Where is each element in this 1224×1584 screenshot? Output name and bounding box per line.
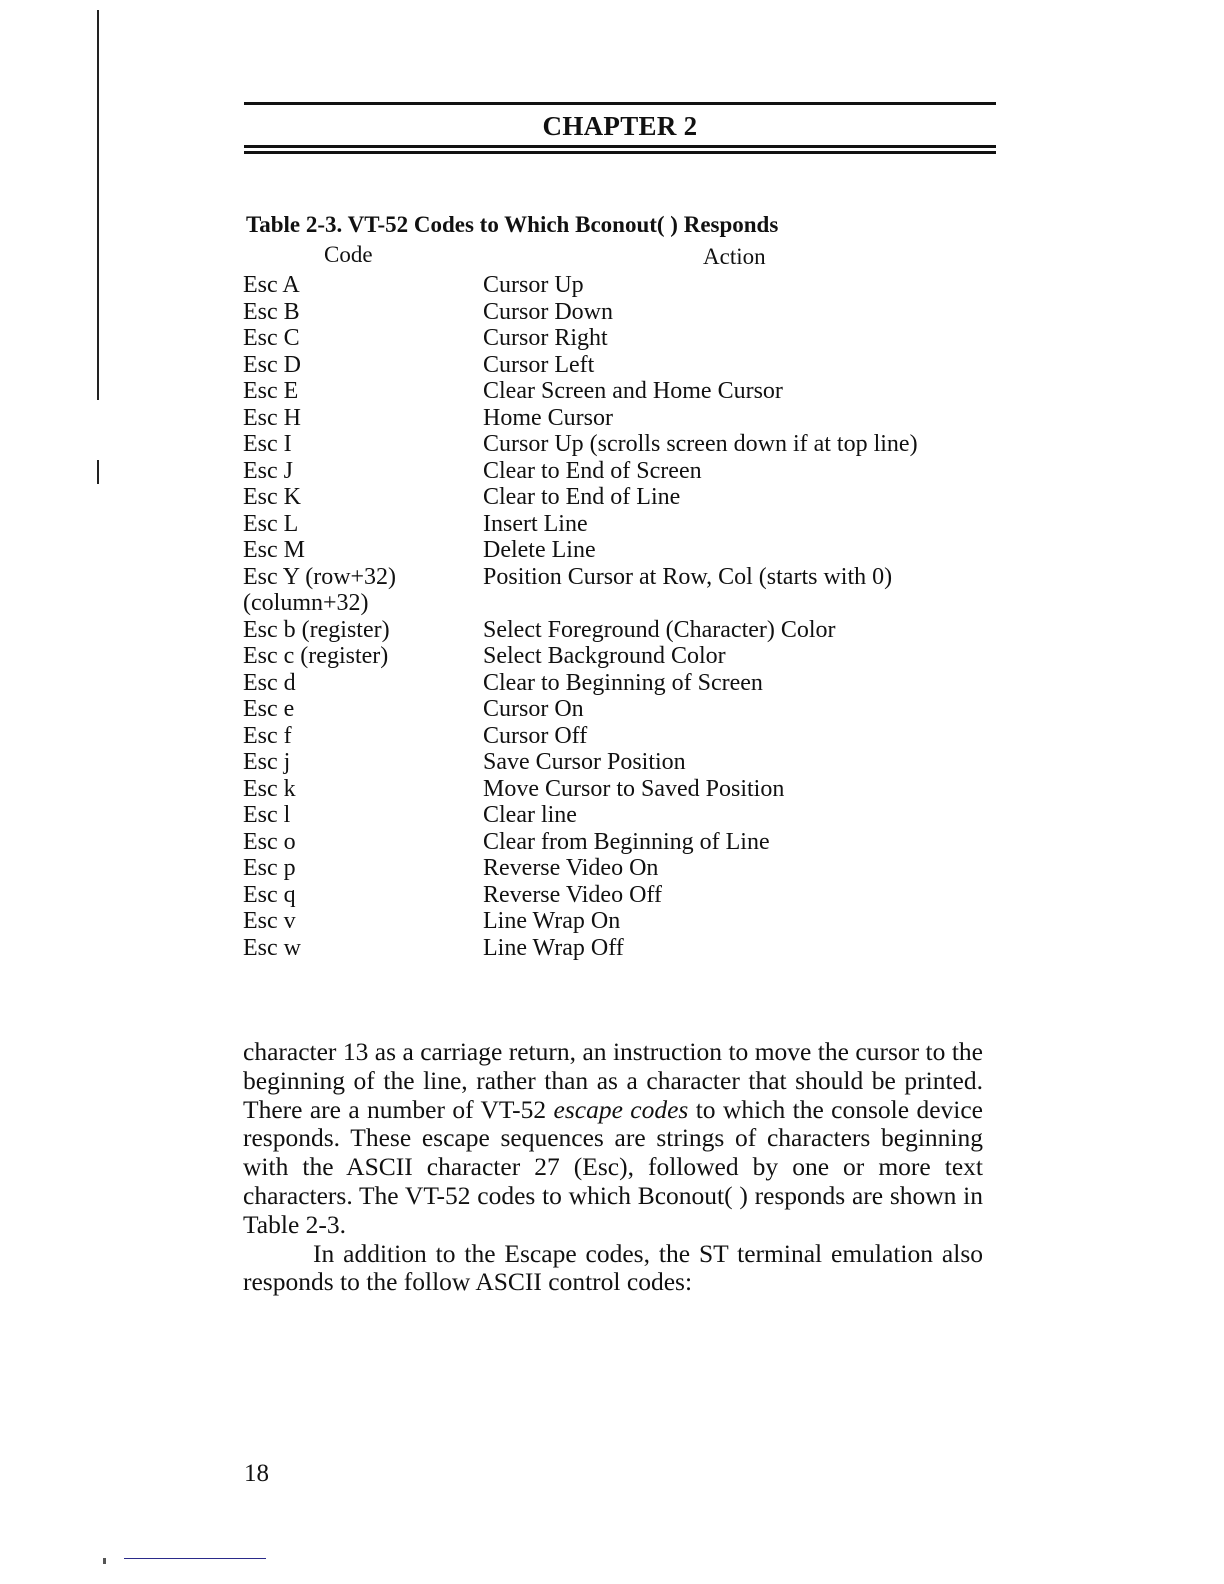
action-cell: Move Cursor to Saved Position [483,775,785,802]
code-cell: Esc E [243,378,299,404]
table-row [243,935,1003,962]
table-row [243,511,1003,538]
code-cell: Esc B [243,298,300,325]
header-rule-double-upper [244,145,996,148]
code-cell: Esc K [243,484,301,510]
table-row [243,802,1003,829]
code-cell: Esc o [243,828,296,855]
column-header-code: Code [324,242,373,267]
table-row [243,749,1003,776]
table-row [243,829,1003,856]
table-row [243,882,1003,909]
table-row [243,299,1003,326]
code-cell: Esc I [243,431,292,457]
code-cell: Esc H [243,404,301,431]
action-cell: Clear to Beginning of Screen [483,669,763,696]
table-row [243,431,1003,458]
code-cell: Esc c (register) [243,643,389,669]
table-row [243,696,1003,723]
code-cell: Esc C [243,325,300,351]
header-rule-top [244,102,996,105]
table-row [243,670,1003,697]
code-cell: Esc w [243,934,301,961]
table-row [243,325,1003,352]
header-rule-double-lower [244,151,996,154]
action-cell: Cursor Left [483,351,595,378]
scan-margin-line [97,10,99,400]
emphasized-term: escape codes [553,1094,689,1124]
body-text [243,1038,983,1297]
action-cell: Insert Line [483,510,588,537]
table-row [243,537,1003,564]
table-row [243,855,1003,882]
code-cell: Esc j [243,749,291,775]
action-cell: Reverse Video Off [483,881,662,908]
action-cell: Cursor Down [483,298,613,325]
code-cell: Esc d [243,669,296,696]
code-cell: Esc k [243,775,296,802]
action-cell: Clear to End of Line [483,484,681,510]
action-cell: Line Wrap Off [483,934,624,961]
table-row [243,352,1003,379]
code-cell: Esc q [243,881,296,908]
paragraph-text: character 13 as a carriage return, an instruction to move the cursor to the beginning of the line, rather than as a character that should be printed. There are a number of VT-52 [243,1037,983,1124]
action-cell: Home Cursor [483,404,613,431]
table-row [243,723,1003,750]
table-row [243,272,1003,299]
action-cell: Position Cursor at Row, Col (starts with 0) [483,563,893,590]
action-cell: Clear from Beginning of Line [483,828,770,855]
action-cell: Reverse Video On [483,855,659,881]
code-cell: Esc e [243,696,295,722]
code-cell: Esc M [243,537,305,563]
code-cell: Esc f [243,722,292,749]
action-cell: Save Cursor Position [483,749,686,775]
table-row [243,776,1003,803]
action-cell: Cursor On [483,696,584,722]
table-row [243,458,1003,485]
page-number: 18 [244,1460,269,1487]
code-cell: Esc b (register) [243,616,390,643]
chapter-header [244,102,996,154]
code-cell: Esc J [243,457,293,484]
action-cell: Select Foreground (Character) Color [483,616,836,643]
action-cell: Delete Line [483,537,596,563]
scan-dot [103,1558,106,1564]
scan-footer-rule [124,1558,266,1559]
column-header-action: Action [703,244,766,269]
scan-margin-mark [97,460,99,484]
chapter-title: CHAPTER 2 [542,111,698,141]
code-cell: Esc l [243,802,291,828]
table-row [243,484,1003,511]
table-row [243,617,1003,644]
body-paragraph-1 [243,1038,983,1240]
action-cell: Line Wrap On [483,908,621,934]
code-cell: Esc L [243,510,299,537]
action-cell: Clear to End of Screen [483,457,702,484]
code-cell: Esc Y (row+32) (column+32) [243,563,397,616]
action-cell: Cursor Up (scrolls screen down if at top line) [483,431,918,457]
table-caption: Table 2-3. VT-52 Codes to Which Bconout( ) Responds [246,212,779,237]
code-cell: Esc v [243,908,296,934]
action-cell: Clear Screen and Home Cursor [483,378,783,404]
table-row [243,643,1003,670]
table-row [243,564,1003,617]
table-row [243,405,1003,432]
action-cell: Select Background Color [483,643,726,669]
body-paragraph-2: In addition to the Escape codes, the ST terminal emulation also responds to the follow ASCII control codes: [243,1238,983,1297]
action-cell: Cursor Right [483,325,608,351]
table-row [243,908,1003,935]
paragraph-text: to which the console device responds. These escape sequences are strings of characters beginning with the ASCII character 27 (Esc), followed by one or more text characters. The VT-52 codes to which Bconout( ) responds are shown in Table 2-3. [243,1094,983,1239]
code-cell: Esc D [243,351,301,378]
action-cell: Clear line [483,802,577,828]
action-cell: Cursor Up [483,272,584,298]
table-row [243,378,1003,405]
code-cell: Esc p [243,855,296,881]
code-cell: Esc A [243,272,300,298]
action-cell: Cursor Off [483,722,588,749]
vt52-codes-table [243,272,1003,961]
